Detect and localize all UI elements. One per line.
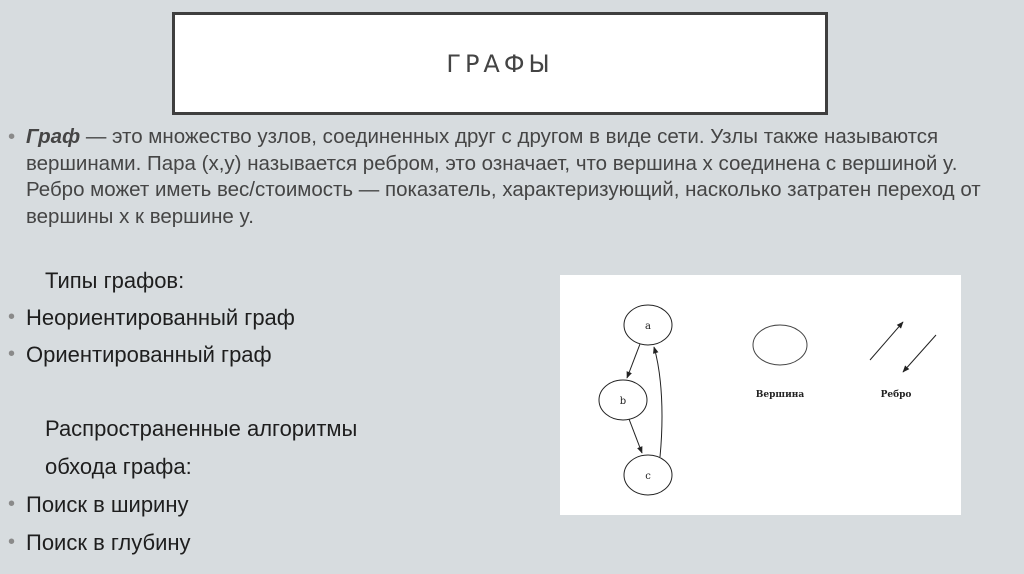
- edge-a-b: [627, 344, 640, 378]
- list-item-label: Ориентированный граф: [26, 342, 272, 367]
- graph-diagram: [560, 275, 961, 515]
- node-a-label: a: [645, 321, 651, 332]
- definition-text: — это множество узлов, соединенных друг с другом в виде сети. Узлы также называются вершинами. Пара (x,y) называется ребром, это означает, что вершина x соединена с вершиной y. Ребро может иметь вес/стоимость — показатель, характеризующий, насколько затратен переход от вершины x к вершине y.: [26, 125, 981, 228]
- node-b-label: b: [619, 396, 627, 407]
- edge-b-c: [629, 419, 642, 453]
- node-c-label: c: [645, 471, 651, 482]
- algorithms-heading-line2: обхода графа:: [45, 454, 192, 479]
- list-item-undirected: [8, 305, 295, 331]
- list-item-directed: [8, 342, 272, 368]
- edge-label: Ребро: [880, 390, 912, 400]
- vertex-label: Вершина: [755, 390, 805, 400]
- edge-c-a: [654, 347, 662, 457]
- edge-sample-up-icon: [870, 322, 903, 360]
- bullet-icon: •: [8, 306, 16, 328]
- types-heading: Типы графов:: [45, 268, 185, 293]
- bullet-icon: •: [8, 343, 16, 365]
- list-item-label: Поиск в ширину: [26, 492, 189, 517]
- slide-title: ГРАФЫ: [446, 49, 554, 78]
- list-item-dfs: [8, 530, 191, 556]
- algorithms-heading-line1: Распространенные алгоритмы: [45, 416, 358, 441]
- edge-sample-down-icon: [903, 335, 936, 372]
- list-item-bfs: [8, 492, 189, 518]
- list-item-label: Неориентированный граф: [26, 305, 295, 330]
- title-box: [172, 12, 828, 115]
- bullet-icon: •: [8, 531, 16, 553]
- graph-figure: [560, 275, 961, 515]
- bullet-icon: •: [8, 125, 16, 148]
- bullet-icon: •: [8, 493, 16, 515]
- definition-paragraph: [8, 124, 1003, 230]
- definition-term: Граф: [26, 125, 81, 148]
- list-item-label: Поиск в глубину: [26, 530, 191, 555]
- vertex-sample-icon: [753, 325, 807, 365]
